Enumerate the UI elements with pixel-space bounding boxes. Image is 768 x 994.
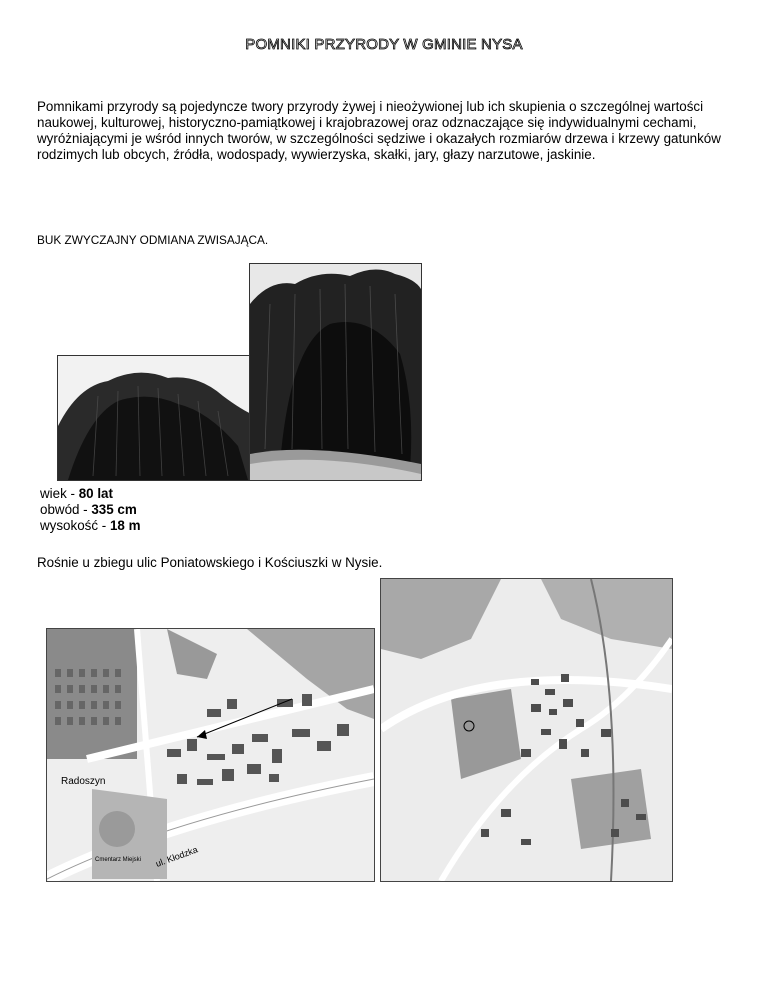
city-map-detail	[46, 628, 375, 882]
tree-photo-right	[249, 263, 422, 481]
location-text: Rośnie u zbiegu ulic Poniatowskiego i Kościuszki w Nysie.	[37, 555, 383, 570]
tree-photo-left	[57, 355, 257, 481]
stat-age: wiek - 80 lat	[40, 486, 113, 501]
species-heading: BUK ZWYCZAJNY ODMIANA ZWISAJĄCA.	[37, 233, 269, 247]
stat-circumference: obwód - 335 cm	[40, 502, 137, 517]
city-map-overview	[380, 578, 673, 882]
stat-height: wysokość - 18 m	[40, 518, 141, 533]
intro-paragraph: Pomnikami przyrody są pojedyncze twory przyrody żywej i nieożywionej lub ich skupienia o szczególnej wartości naukowej, kulturowej, historyczno-pamiątkowej i krajobrazowej oraz odznaczające się indywidualnymi cechami, wyróżniającymi je wśród innych tworów, w szczególności sędziwe i okazałych rozmiarów drzewa i krzewy gatunków rodzimych lub obcych, źródła, wodospady, wywierzyska, skałki, jary, głazy narzutowe, jaskinie.	[37, 99, 721, 162]
map-label-radoszyn: Radoszyn	[61, 776, 106, 787]
map-label-klodzka: ul. Kłodzka	[154, 844, 200, 869]
map-label-cemetery: Cmentarz Miejski	[95, 857, 142, 863]
tree-stats	[40, 486, 140, 534]
page-title: POMNIKI PRZYRODY W GMINIE NYSA	[245, 36, 523, 53]
